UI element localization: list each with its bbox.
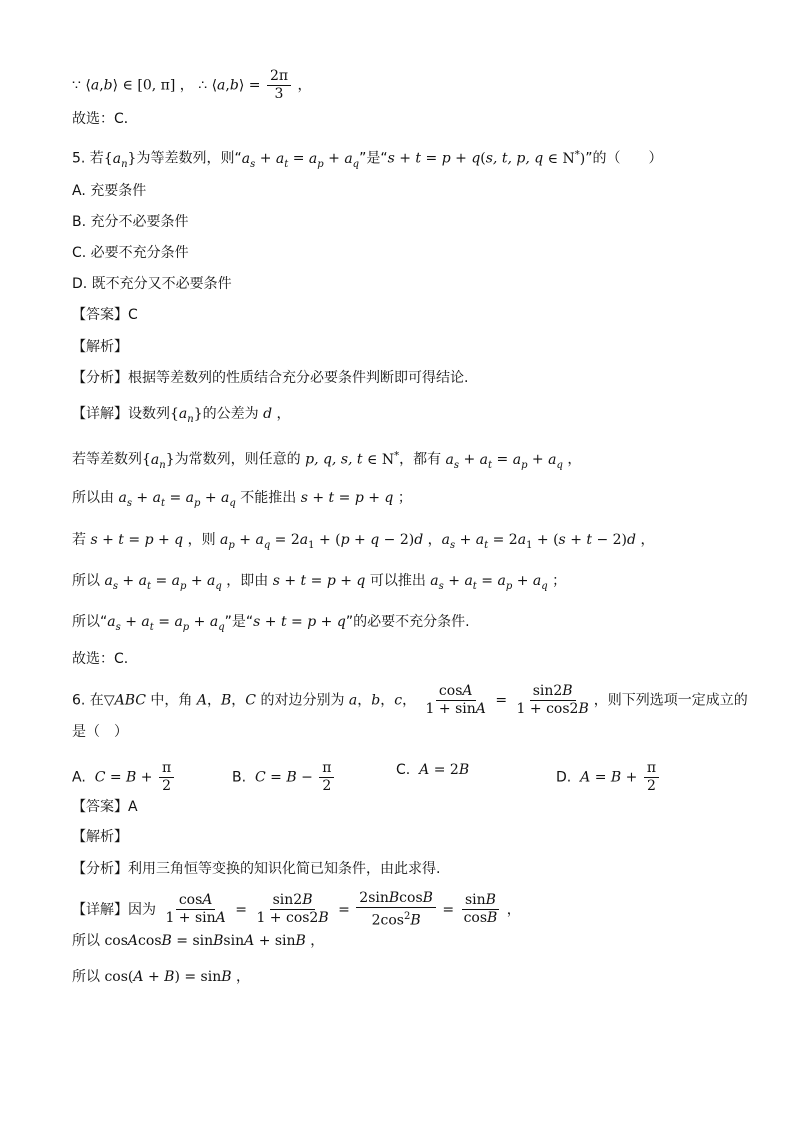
detail-5-line2: 若等差数列$\{a_n\}$为常数列，则任意的 p, q, s, t ∈ N*，都有 $a_s + a_t = a_p + a_q$ ，: [72, 450, 582, 471]
detail-5-line3: 所以由 $a_s + a_t = a_p + a_q$ 不能推出 s + t = p + q ；: [72, 490, 412, 509]
detail-6-line1: 【详解】因为 $\frac{\cos A}{1 + \sin A}$ = $\frac{\sin 2B}{1 + \cos 2B}$ = $\frac{\text{2sinBcosB}}{2\cos^2B}$ = $\frac{\sin B}{\cos B}$ ，: [72, 890, 521, 929]
option-5c: C. 必要不充分条件: [72, 245, 189, 261]
detail-6-line3: 所以 cos(A + B) = sinB ，: [72, 969, 250, 985]
detail-5-line1: 【详解】设数列$\{a_n\}$的公差为 d ，: [72, 406, 291, 425]
choice-5: 故选：C.: [72, 651, 129, 667]
detail-5-line5: 所以 $a_s + a_t = a_p + a_q$ ，即由 s + t = p + q 可以推出 $a_s + a_t = a_p + a_q$ ；: [72, 573, 567, 592]
option-5a: A. 充要条件: [72, 183, 147, 199]
answer-5: 【答案】C: [72, 307, 138, 323]
question-6-stem-line2: 是（ ）: [72, 724, 128, 740]
analysis-heading-5: 【解析】: [72, 339, 128, 355]
option-5d: D. 既不充分又不必要条件: [72, 276, 232, 292]
option-6d: D. A = B + $\frac{\pi}{2}$: [556, 760, 661, 795]
detail-5-line4: 若 s + t = p + q ，则 $a_p + a_q = 2a_1 + (p + q - 2)d$ ，$a_s + a_t = 2a_1 + (s + t - 2)d$ ，: [72, 532, 655, 551]
detail-6-line2: 所以 cosAcosB = sinBsinA + sinB ，: [72, 933, 325, 949]
answer-6: 【答案】A: [72, 799, 138, 815]
question-6-stem-line1: 6. 在▽ABC 中，角 A，B，C 的对边分别为 a，b，c， $\frac{\cos A}{1 + \sin A}$ = $\frac{\sin 2B}{1 + \cos 2B}$ ，则下列选项一定成立的: [72, 683, 748, 717]
option-5b: B. 充分不必要条件: [72, 214, 189, 230]
option-6a: A. C = B + $\frac{\pi}{2}$: [72, 760, 176, 795]
choice-line: 故选：C．: [72, 111, 138, 127]
option-6b: B. C = B − $\frac{\pi}{2}$: [232, 760, 336, 795]
analysis-heading-6: 【解析】: [72, 829, 128, 845]
solution-line-angle-range: ∵ ⟨a,b⟩ ∈ [0, π] ， ∴ ⟨a,b⟩ = $\frac{2\pi}{3}$ ，: [72, 68, 312, 102]
detail-5-line6: 所以“$a_s + a_t = a_p + a_q$”是“s + t = p + q”的必要不充分条件.: [72, 614, 470, 633]
analysis-6: 【分析】利用三角恒等变换的知识化简已知条件，由此求得.: [72, 861, 441, 877]
option-6c: C. A = 2B: [396, 762, 470, 778]
analysis-5: 【分析】根据等差数列的性质结合充分必要条件判断即可得结论.: [72, 370, 469, 386]
question-5-stem: 5. 若$\{a_n\}$为等差数列，则“$a_s + a_t = a_p + a_q$”是“s + t = p + q(s, t, p, q ∈ N*)”的（ ）: [72, 149, 663, 170]
